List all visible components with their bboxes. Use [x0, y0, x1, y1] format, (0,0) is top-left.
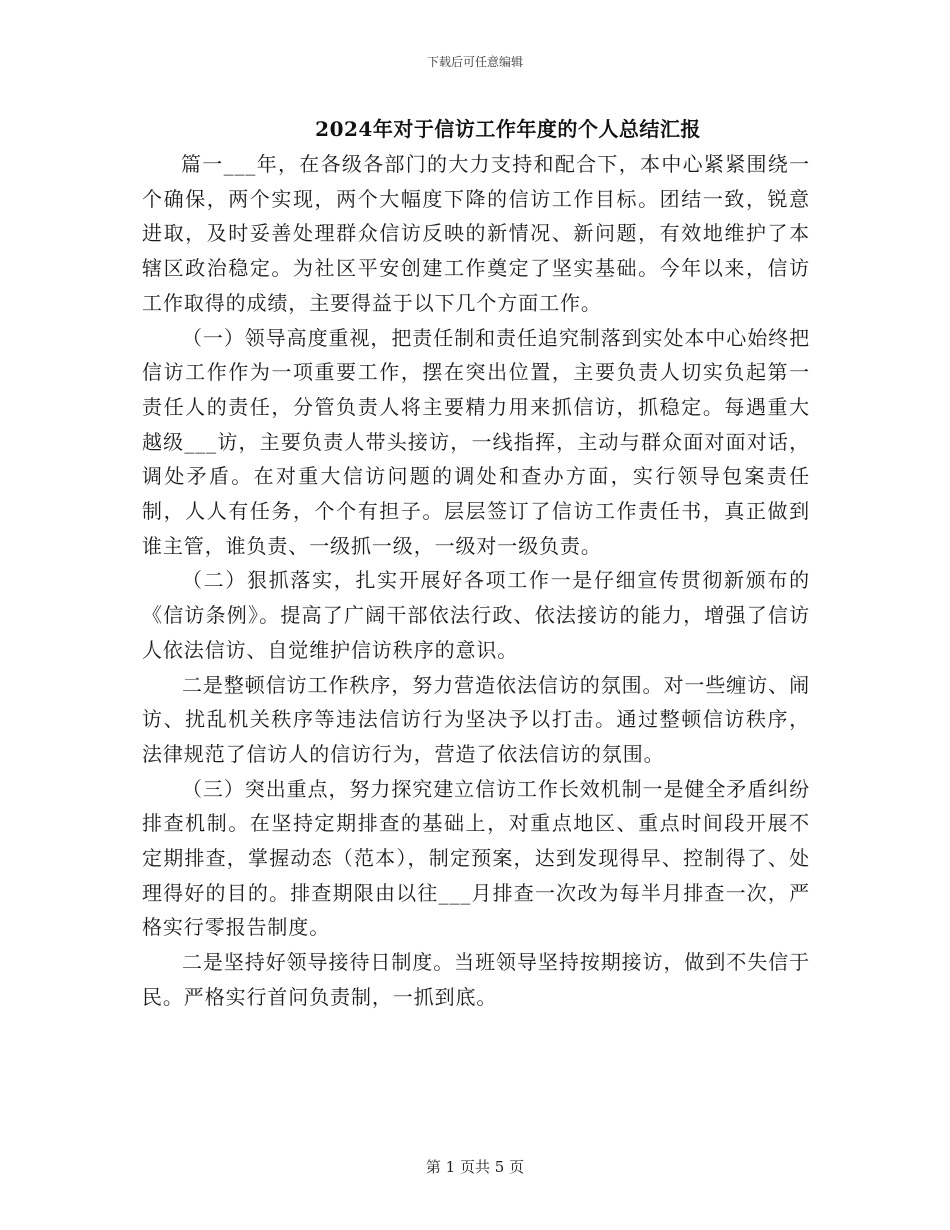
- paragraph: （二）狠抓落实，扎实开展好各项工作一是仔细宣传贯彻新颁布的《信访条例》。提高了广阔干部依法行政、依法接访的能力，增强了信访人依法信访、自觉维护信访秩序的意识。: [142, 568, 810, 662]
- paragraph: （一）领导高度重视，把责任制和责任追究制落到实处本中心始终把信访工作作为一项重要工作，摆在突出位置，主要负责人切实负起第一责任人的责任，分管负责人将主要精力用来抓信访，抓稳定。每遇重大越级___访，主要负责人带头接访，一线指挥，主动与群众面对面对话，调处矛盾。在对重大信访问题的调处和查办方面，实行领导包案责任制，人人有任务，个个有担子。层层签订了信访工作责任书，真正做到谁主管，谁负责、一级抓一级，一级对一级负责。: [142, 325, 810, 558]
- document-title: 2024年对于信访工作年度的个人总结汇报: [315, 117, 701, 141]
- paragraph: （三）突出重点，努力探究建立信访工作长效机制一是健全矛盾纠纷排查机制。在坚持定期排查的基础上，对重点地区、重点时间段开展不定期排查，掌握动态（范本），制定预案，达到发现得早、控制得了、处理得好的目的。排查期限由以往___月排查一次改为每半月排查一次，严格实行零报告制度。: [142, 776, 810, 940]
- document-body: [142, 147, 810, 1015]
- page-footer: 第 1 页共 5 页: [425, 1158, 525, 1176]
- header-note: 下载后可任意编辑: [426, 55, 523, 69]
- paragraph: 篇一___年，在各级各部门的大力支持和配合下，本中心紧紧围绕一个确保，两个实现，两个大幅度下降的信访工作目标。团结一致，锐意进取，及时妥善处理群众信访反映的新情况、新问题，有效地维护了本辖区政治稳定。为社区平安创建工作奠定了坚实基础。今年以来，信访工作取得的成绩，主要得益于以下几个方面工作。: [142, 152, 810, 315]
- paragraph: 二是整顿信访工作秩序，努力营造依法信访的氛围。对一些缠访、闹访、扰乱机关秩序等违法信访行为坚决予以打击。通过整顿信访秩序，法律规范了信访人的信访行为，营造了依法信访的氛围。: [142, 672, 810, 766]
- paragraph: 二是坚持好领导接待日制度。当班领导坚持按期接访，做到不失信于民。严格实行首问负责制，一抓到底。: [142, 950, 810, 1009]
